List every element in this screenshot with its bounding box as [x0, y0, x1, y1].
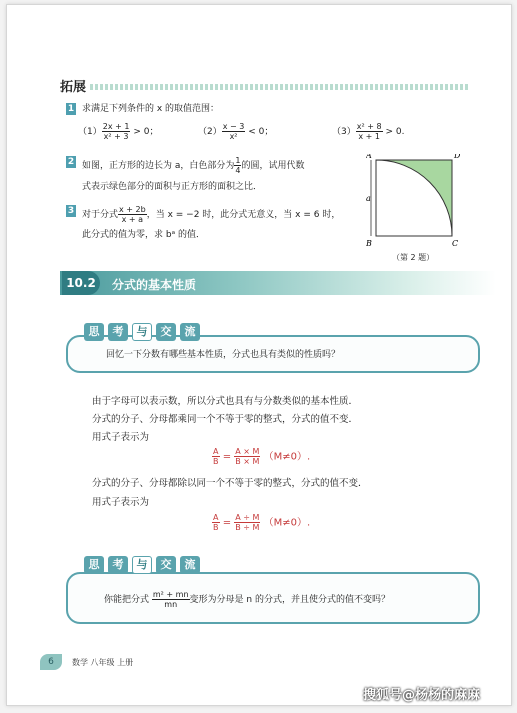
f2-right-fraction — [234, 513, 260, 532]
body-paragraph-1: 由于字母可以表示数，所以分式也具有与分数类似的基本性质． — [92, 396, 359, 407]
f1-right-den: B × M — [235, 457, 260, 466]
q1b-label: （2） — [198, 127, 222, 137]
question-1b — [198, 122, 273, 141]
question-3-line-1 — [82, 205, 340, 224]
f2-left-den: B — [213, 523, 219, 532]
heading-divider — [90, 84, 470, 90]
think-char: 思 — [84, 323, 104, 341]
formula-multiply — [212, 447, 310, 466]
q1b-denominator: x² — [229, 132, 238, 141]
think-char: 流 — [180, 323, 200, 341]
label-side-a: a — [366, 194, 371, 203]
section-number: 10.2 — [62, 271, 100, 295]
label-D: D — [454, 154, 461, 160]
question-number-2: 2 — [67, 157, 75, 167]
q2-text-b: 的圆，试用代数 — [241, 161, 305, 171]
q1b-numerator: x − 3 — [222, 122, 245, 131]
q2-numerator: 1 — [235, 156, 241, 165]
watermark: 搜狐号@杨杨的麻麻 — [363, 688, 481, 703]
think-char: 交 — [156, 556, 176, 574]
think-header-1 — [84, 323, 200, 341]
f1-left-den: B — [213, 457, 219, 466]
f1-left-fraction — [212, 447, 220, 466]
f2-condition: （M≠0）. — [263, 517, 311, 529]
label-B: B — [366, 239, 372, 248]
question-1-text: 求满足下列条件的 x 的取值范围： — [82, 104, 220, 114]
q1a-relation: > 0； — [133, 127, 159, 137]
q1c-denominator: x + 1 — [358, 132, 380, 141]
f1-condition: （M≠0）. — [263, 451, 311, 463]
question-1c — [332, 122, 404, 141]
question-2-line-2: 式表示绿色部分的面积与正方形的面积之比． — [82, 182, 263, 192]
f2-right-num: A ÷ M — [235, 513, 260, 522]
q3-text-b: ，当 x = −2 时，此分式无意义，当 x = 6 时， — [146, 210, 341, 220]
think-2-text-b: 变形为分母是 n 的分式，并且使分式的值不变吗？ — [189, 595, 390, 605]
think-char: 考 — [108, 323, 128, 341]
question-number-3: 3 — [67, 206, 75, 216]
q1c-relation: > 0. — [385, 127, 405, 137]
q1b-fraction — [222, 122, 246, 141]
q1a-fraction — [102, 122, 131, 141]
figure-caption: （第 2 题） — [392, 253, 435, 262]
footer-book-info: 数学 八年级 上册 — [72, 658, 134, 667]
formula-divide — [212, 513, 310, 532]
think-2-question — [104, 590, 390, 609]
think-2-text-a: 你能把分式 — [104, 595, 150, 605]
square-quarter-circle-figure — [366, 154, 466, 254]
think-2-denominator: mn — [164, 600, 178, 609]
think-char: 考 — [108, 556, 128, 574]
label-A: A — [366, 154, 372, 160]
question-number-1: 1 — [67, 104, 75, 114]
body-paragraph-5: 用式子表示为 — [92, 497, 150, 508]
question-1a — [78, 122, 158, 141]
question-2-line-1 — [82, 156, 305, 175]
f1-equals: = — [222, 451, 232, 463]
f1-right-num: A × M — [235, 447, 260, 456]
q2-denominator: 4 — [235, 166, 241, 175]
q1b-relation: < 0； — [248, 127, 274, 137]
f2-left-fraction — [212, 513, 220, 532]
q1a-denominator: x² + 3 — [103, 132, 129, 141]
f1-left-num: A — [213, 447, 219, 456]
q3-numerator: x + 2b — [119, 205, 146, 214]
q3-fraction — [118, 205, 147, 224]
q1a-numerator: 2x + 1 — [102, 122, 130, 131]
section-title: 分式的基本性质 — [112, 278, 197, 292]
think-char: 交 — [156, 323, 176, 341]
think-char: 思 — [84, 556, 104, 574]
think-header-2 — [84, 556, 200, 574]
section-heading-extension: 拓展 — [60, 80, 87, 95]
body-paragraph-3: 用式子表示为 — [92, 432, 150, 443]
page-number: 6 — [40, 654, 62, 670]
q3-text-a: 对于分式 — [82, 210, 119, 220]
q1a-label: （1） — [78, 127, 102, 137]
f2-right-den: B ÷ M — [235, 523, 260, 532]
think-2-fraction — [152, 590, 190, 609]
q2-text-a: 如图，正方形的边长为 a，白色部分为 — [82, 161, 235, 171]
think-1-question: 回忆一下分数有哪些基本性质，分式也具有类似的性质吗？ — [106, 350, 341, 360]
q3-denominator: x + a — [121, 215, 144, 224]
label-C: C — [452, 239, 459, 248]
think-2-numerator: m² + mn — [152, 590, 189, 599]
f1-right-fraction — [234, 447, 260, 466]
q1c-fraction — [356, 122, 383, 141]
f2-equals: = — [222, 517, 232, 529]
f2-left-num: A — [213, 513, 219, 522]
q1c-numerator: x² + 8 — [356, 122, 382, 131]
think-char: 与 — [132, 556, 152, 574]
q1c-label: （3） — [332, 127, 356, 137]
think-char: 与 — [132, 323, 152, 341]
think-char: 流 — [180, 556, 200, 574]
body-paragraph-2: 分式的分子、分母都乘同一个不等于零的整式，分式的值不变． — [92, 414, 359, 425]
question-3-line-2: 此分式的值为零，求 bᵃ 的值． — [82, 230, 205, 240]
body-paragraph-4: 分式的分子、分母都除以同一个不等于零的整式，分式的值不变． — [92, 478, 368, 489]
